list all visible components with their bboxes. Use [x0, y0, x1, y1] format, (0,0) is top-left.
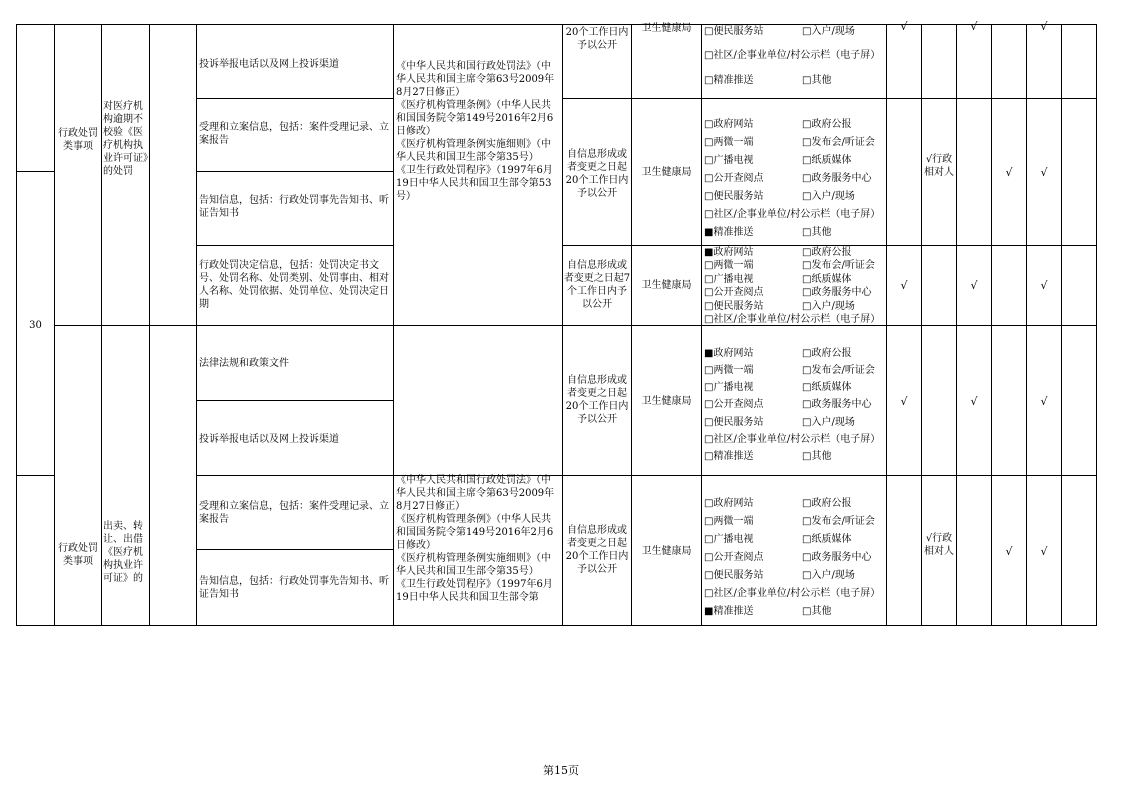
channel-option: □便民服务站 — [704, 570, 764, 581]
channel-option: □政府网站 — [704, 498, 754, 509]
content-cell: 受理和立案信息，包括：案件受理记录、立案报告 — [199, 501, 389, 525]
check-mark: √ — [1005, 545, 1013, 558]
channel-option: □便民服务站 — [704, 416, 764, 428]
channel-option: □两微一端 — [704, 516, 754, 527]
channel-option: □社区/企事业单位/村公示栏（电子屏） — [704, 314, 881, 324]
check-mark: √ — [1040, 395, 1048, 408]
channel-option: □政府公报 — [802, 498, 852, 509]
check-mark: √ — [1040, 166, 1048, 179]
timing-cell: 自信息形成或者变更之日起7个工作日内予以公开 — [563, 260, 631, 310]
channel-option: □纸质媒体 — [802, 273, 852, 285]
channel-option: □广播电视 — [704, 382, 754, 394]
channel-option: □精准推送 — [704, 74, 754, 86]
channel-option: □广播电视 — [704, 273, 754, 285]
channel-option: □其他 — [802, 450, 832, 462]
channel-option: □广播电视 — [704, 155, 754, 166]
channel-option: □入户/现场 — [802, 26, 855, 37]
check-mark: √ — [900, 20, 908, 33]
timing-cell: 自信息形成或者变更之日起20个工作日内予以公开 — [565, 149, 629, 199]
channel-option: □公开查阅点 — [704, 173, 764, 184]
channel-option: □发布会/听证会 — [802, 137, 875, 148]
channel-option: □政务服务中心 — [802, 287, 872, 299]
channel-list — [704, 497, 888, 623]
row-number: 30 — [29, 319, 42, 331]
check-mark: √ — [1040, 20, 1048, 33]
channel-option: □公开查阅点 — [704, 287, 764, 299]
category-label: 行政处罚类事项 — [58, 543, 98, 567]
page-number: 第15页 — [543, 764, 579, 777]
item-name: 出卖、转让、出借《医疗机构执业许可证》的 — [103, 521, 143, 584]
channel-option: □政府公报 — [802, 348, 852, 359]
legal-basis: 《中华人民共和国行政处罚法》（中华人民共和国主席令第63号2009年8月27日修正） 《医疗机构管理条例》（中华人民共和国国务院令第149号2016年2月6日修改） 《医疗机构管理条例实施细则》（中华人民共和国卫生部令第35号） 《卫生行政处罚程序》（1997年6月19日中华人民共和国卫生部令第 — [396, 475, 555, 603]
channel-list — [704, 347, 888, 467]
channel-option: □入户/现场 — [802, 416, 855, 428]
content-cell: 受理和立案信息，包括：案件受理记录、立案报告 — [199, 122, 389, 146]
channel-option: □政务服务中心 — [802, 552, 872, 563]
channel-option: □其他 — [802, 74, 832, 86]
check-mark: √ — [900, 279, 908, 292]
check-mark: √ — [900, 395, 908, 408]
channel-option: □其他 — [802, 606, 832, 617]
check-mark: √ — [1040, 545, 1048, 558]
content-cell: 法律法规和政策文件 — [199, 357, 289, 369]
channel-option: □便民服务站 — [704, 26, 764, 37]
channel-option: ■政府网站 — [704, 348, 754, 359]
channel-option: □政务服务中心 — [802, 173, 872, 184]
timing-cell: 自信息形成或者变更之日起20个工作日内予以公开 — [565, 525, 629, 575]
channel-option: □两微一端 — [704, 260, 754, 272]
channel-option: □广播电视 — [704, 534, 754, 545]
target-admin: √行政相对人 — [924, 154, 954, 178]
check-mark: √ — [970, 279, 978, 292]
channel-option: □便民服务站 — [704, 191, 764, 202]
channel-option: □入户/现场 — [802, 570, 855, 581]
content-cell: 告知信息，包括：行政处罚事先告知书、听证告知书 — [199, 576, 389, 600]
publisher-cell: 卫生健康局 — [641, 546, 692, 557]
check-mark: √ — [1005, 166, 1013, 179]
publisher-cell: 卫生健康局 — [641, 167, 692, 178]
channel-option: □社区/企事业单位/村公示栏（电子屏） — [704, 50, 881, 62]
channel-option: □政务服务中心 — [802, 399, 872, 411]
timing-cell: 自信息形成或者变更之日起20个工作日内予以公开 — [565, 375, 629, 425]
content-cell: 告知信息，包括：行政处罚事先告知书、听证告知书 — [199, 195, 389, 219]
channel-option: □发布会/听证会 — [802, 260, 875, 272]
item-name: 对医疗机构逾期不校验《医疗机构执业许可证》的处罚 — [103, 101, 148, 177]
channel-option: □精准推送 — [704, 450, 754, 462]
timing-cell: 20个工作日内予以公开 — [565, 27, 629, 51]
channel-option: □两微一端 — [704, 365, 754, 377]
channel-option: □公开查阅点 — [704, 552, 764, 563]
channel-option: □入户/现场 — [802, 191, 855, 202]
channel-option: □政府网站 — [704, 119, 754, 130]
channel-option: □社区/企事业单位/村公示栏（电子屏） — [704, 209, 881, 220]
publisher-cell: 卫生健康局 — [641, 280, 692, 291]
content-cell: 行政处罚决定信息，包括：处罚决定书文号、处罚名称、处罚类别、处罚事由、相对人名称、处罚依据、处罚单位、处罚决定日期 — [199, 260, 389, 310]
target-admin: √行政相对人 — [924, 533, 954, 557]
channel-option: □纸质媒体 — [802, 155, 852, 166]
channel-option: □入户/现场 — [802, 300, 855, 312]
channel-option: □社区/企事业单位/村公示栏（电子屏） — [704, 588, 881, 599]
channel-option: □其他 — [802, 227, 832, 238]
channel-option: □纸质媒体 — [802, 534, 852, 545]
channel-option: □公开查阅点 — [704, 399, 764, 411]
channel-option: □政府公报 — [802, 119, 852, 130]
check-mark: √ — [970, 395, 978, 408]
channel-list — [704, 246, 888, 324]
channel-option: ■政府网站 — [704, 247, 754, 258]
channel-list — [704, 25, 888, 98]
channel-option: □两微一端 — [704, 137, 754, 148]
publisher-cell: 卫生健康局 — [641, 23, 692, 34]
channel-option: ■精准推送 — [704, 227, 754, 238]
content-cell: 投诉举报电话以及网上投诉渠道 — [199, 58, 339, 70]
channel-option: □纸质媒体 — [802, 382, 852, 394]
content-cell: 投诉举报电话以及网上投诉渠道 — [199, 433, 339, 445]
publisher-cell: 卫生健康局 — [641, 396, 692, 407]
check-mark: √ — [1040, 279, 1048, 292]
channel-option: □发布会/听证会 — [802, 365, 875, 377]
channel-option: □社区/企事业单位/村公示栏（电子屏） — [704, 433, 881, 445]
channel-option: □发布会/听证会 — [802, 516, 875, 527]
check-mark: √ — [970, 20, 978, 33]
channel-list — [704, 118, 888, 244]
legal-basis: 《中华人民共和国行政处罚法》（中华人民共和国主席令第63号2009年8月27日修正） 《医疗机构管理条例》（中华人民共和国国务院令第149号2016年2月6日修改） 《医疗机构管理条例实施细则》（中华人民共和国卫生部令第35号） 《卫生行政处罚程序》（1997年6月19日中华人民共和国卫生部令第53号） — [396, 61, 555, 202]
channel-option: □便民服务站 — [704, 300, 764, 312]
category-label: 行政处罚类事项 — [58, 128, 98, 152]
channel-option: ■精准推送 — [704, 606, 754, 617]
channel-option: □政府公报 — [802, 247, 852, 258]
